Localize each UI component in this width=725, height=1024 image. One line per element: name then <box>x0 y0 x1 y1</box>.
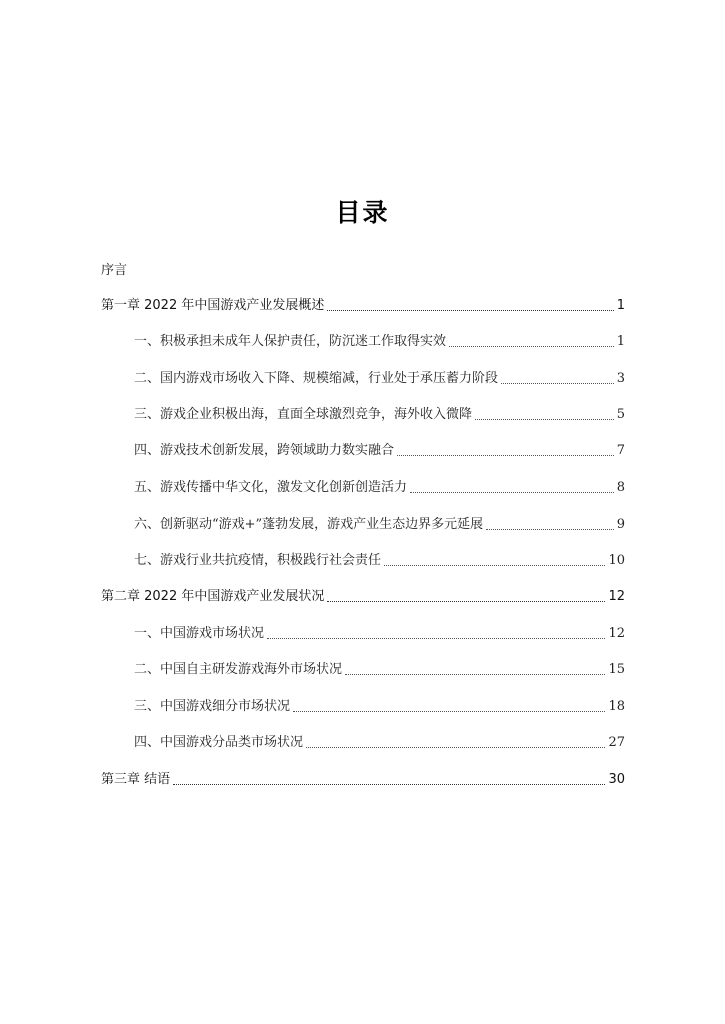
toc-entry-section-1-7[interactable] <box>134 551 625 571</box>
toc-entry-section-2-2[interactable] <box>134 660 625 680</box>
toc-page-number: 7 <box>616 443 625 458</box>
dot-leader <box>410 492 614 493</box>
toc-entry-section-1-6[interactable] <box>134 515 625 535</box>
dot-leader <box>475 419 614 420</box>
toc-entry-label: 第一章 2022 年中国游戏产业发展概述 <box>101 298 325 313</box>
toc-page-number: 5 <box>616 407 625 422</box>
toc-entry-label: 六、创新驱动“游戏+”蓬勃发展，游戏产业生态边界多元延展 <box>134 517 484 532</box>
toc-page-number: 3 <box>616 371 625 386</box>
toc-entry-label: 第三章 结语 <box>101 772 171 787</box>
toc-page-number: 10 <box>608 553 625 568</box>
toc-entry-label: 二、国内游戏市场收入下降、规模缩减，行业处于承压蓄力阶段 <box>134 371 499 386</box>
toc-entry-preface[interactable] <box>101 261 127 281</box>
dot-leader <box>486 529 614 530</box>
toc-page-number: 8 <box>616 480 625 495</box>
toc-page-number: 18 <box>608 699 625 714</box>
toc-entry-section-2-1[interactable] <box>134 624 625 644</box>
toc-page-number: 1 <box>616 334 625 349</box>
dot-leader <box>449 346 614 347</box>
toc-page-number: 12 <box>608 589 625 604</box>
toc-entry-label: 七、游戏行业共抗疫情，积极践行社会责任 <box>134 553 382 568</box>
toc-entry-chapter-2[interactable] <box>101 587 625 607</box>
toc-page-number: 1 <box>616 298 625 313</box>
dot-leader <box>306 747 605 748</box>
toc-title: 目录 <box>335 198 390 227</box>
toc-page-number: 12 <box>608 626 625 641</box>
dot-leader <box>173 784 605 785</box>
dot-leader <box>327 310 613 311</box>
toc-entry-label: 序言 <box>101 263 128 278</box>
toc-page-number: 9 <box>616 517 625 532</box>
dot-leader <box>397 455 614 456</box>
toc-entry-section-1-5[interactable] <box>134 478 625 498</box>
toc-entry-section-1-3[interactable] <box>134 405 625 425</box>
toc-page-number: 30 <box>608 772 625 787</box>
toc-entry-label: 二、中国自主研发游戏海外市场状况 <box>134 662 343 677</box>
dot-leader <box>327 601 605 602</box>
toc-page-number: 15 <box>608 662 625 677</box>
dot-leader <box>501 383 614 384</box>
toc-entry-label: 三、游戏企业积极出海，直面全球激烈竞争，海外收入微降 <box>134 407 473 422</box>
dot-leader <box>345 674 605 675</box>
toc-entry-section-1-4[interactable] <box>134 441 625 461</box>
toc-entry-section-1-1[interactable] <box>134 332 625 352</box>
toc-entry-label: 三、中国游戏细分市场状况 <box>134 699 291 714</box>
toc-entry-chapter-3[interactable] <box>101 770 625 790</box>
toc-entry-section-2-4[interactable] <box>134 733 625 753</box>
toc-entry-section-1-2[interactable] <box>134 369 625 389</box>
toc-page-number: 27 <box>608 735 625 750</box>
toc-entry-label: 四、中国游戏分品类市场状况 <box>134 735 304 750</box>
dot-leader <box>267 638 605 639</box>
dot-leader <box>384 565 605 566</box>
toc-entry-label: 五、游戏传播中华文化，激发文化创新创造活力 <box>134 480 408 495</box>
toc-entry-section-2-3[interactable] <box>134 697 625 717</box>
toc-entry-label: 一、中国游戏市场状况 <box>134 626 265 641</box>
toc-entry-label: 一、积极承担未成年人保护责任，防沉迷工作取得实效 <box>134 334 447 349</box>
dot-leader <box>293 711 605 712</box>
toc-entry-label: 第二章 2022 年中国游戏产业发展状况 <box>101 589 325 604</box>
toc-entry-chapter-1[interactable] <box>101 296 625 316</box>
toc-entry-label: 四、游戏技术创新发展，跨领域助力数实融合 <box>134 443 395 458</box>
